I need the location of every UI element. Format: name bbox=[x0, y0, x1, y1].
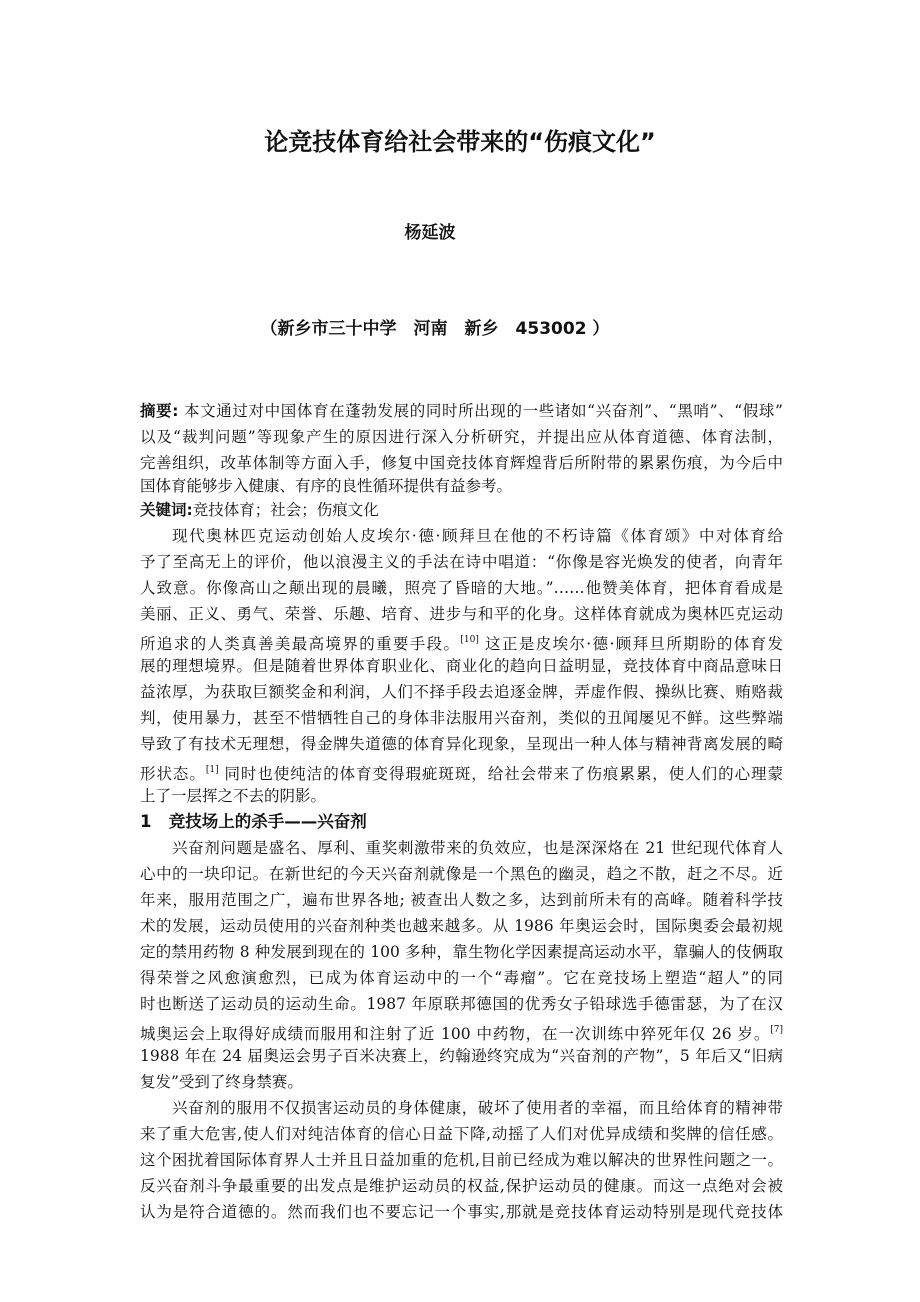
text-line: 益浓厚，为获取巨额奖金和利润，人们不择手段去追逐金牌，弄虚作假、操纵比赛、贿赂裁 bbox=[140, 683, 783, 701]
text-line: 上了一层挥之不去的阴影。 bbox=[140, 787, 327, 805]
citation: [1] bbox=[205, 765, 219, 775]
text-line: 定的禁用药物 8 种发展到现在的 100 多种，靠生物化学因素提高运动水平，靠骗人的伎俩取 bbox=[140, 943, 783, 961]
document-title: 论竞技体育给社会带来的“伤痕文化” bbox=[264, 128, 656, 156]
text-line: 这个困扰着国际体育界人士并且日益加重的危机,目前已经成为难以解决的世界性问题之一。 bbox=[140, 1151, 783, 1169]
text-line: 美丽、正义、勇气、荣誉、乐趣、培育、进步与和平的化身。这样体育就成为奥林匹克运动 bbox=[140, 605, 783, 623]
document-body bbox=[140, 398, 783, 1225]
text-line: 导致了有技术无理想，得金牌失道德的体育异化现象，呈现出一种人体与精神背离发展的畸 bbox=[140, 735, 783, 753]
abstract-label: 摘要: bbox=[140, 402, 179, 420]
text-line: 1988 年在 24 届奥运会男子百米决赛上，约翰逊终究成为“兴奋剂的产物”，5 年后又“旧病 bbox=[140, 1047, 783, 1065]
paragraph bbox=[140, 835, 783, 1095]
text-line: 来了重大危害,使人们对纯洁体育的信心日益下降,动摇了人们对优异成绩和奖牌的信任感。 bbox=[140, 1125, 783, 1143]
text-line: 人致意。你像高山之颠出现的晨曦，照亮了昏暗的大地。”……他赞美体育，把体育看成是 bbox=[140, 579, 783, 597]
text-line: 现代奥林匹克运动创始人皮埃尔·德·顾拜旦在他的不朽诗篇《体育颂》中对体育给 bbox=[172, 527, 783, 545]
citation: [10] bbox=[460, 635, 479, 645]
text-line: 兴奋剂的服用不仅损害运动员的身体健康，破坏了使用者的幸福，而且给体育的精神带 bbox=[172, 1099, 783, 1117]
text-line: 反兴奋剂斗争最重要的出发点是维护运动员的权益,保护运动员的健康。而这一点绝对会被 bbox=[140, 1177, 783, 1195]
keywords bbox=[140, 497, 783, 523]
section-number: 1 bbox=[140, 812, 152, 831]
text-line: 予了至高无上的评价，他以浪漫主义的手法在诗中唱道：“你像是容光焕发的使者，向青年 bbox=[140, 553, 783, 571]
text-line: 形状态。[1] 同时也使纯洁的体育变得瑕疵斑斑，给社会带来了伤痕累累，使人们的心理蒙 bbox=[140, 765, 783, 783]
text-line: 所追求的人类真善美最高境界的重要手段。[10] 这正是皮埃尔·德·顾拜旦所期盼的体育发 bbox=[140, 635, 783, 653]
text-line: 展的理想境界。但是随着世界体育职业化、商业化的趋向日益明显，竞技体育中商品意味日 bbox=[140, 657, 783, 675]
text-line: 得荣誉之风愈演愈烈，已成为体育运动中的一个“毒瘤”。它在竞技场上塑造“超人”的同 bbox=[140, 969, 783, 987]
text-line: 时也断送了运动员的运动生命。1987 年原联邦德国的优秀女子铅球选手德雷瑟，为了在汉 bbox=[140, 995, 783, 1013]
keywords-label: 关键词: bbox=[140, 501, 193, 519]
text-line: 认为是符合道德的。然而我们也不要忘记一个事实,那就是竞技体育运动特别是现代竞技体 bbox=[140, 1203, 783, 1221]
abstract-line: 国体育能够步入健康、有序的良性循环提供有益参考。 bbox=[140, 477, 513, 495]
keywords-text: 竞技体育；社会；伤痕文化 bbox=[192, 501, 379, 519]
text-line: 年来，服用范围之广，遍布世界各地; 被查出人数之多，达到前所未有的高峰。随着科学技 bbox=[140, 891, 783, 909]
text-line: 术的发展，运动员使用的兴奋剂种类也越来越多。从 1986 年奥运会时，国际奥委会最初规 bbox=[140, 917, 783, 935]
text-line: 判，使用暴力，甚至不惜牺牲自己的身体非法服用兴奋剂，类似的丑闻屡见不鲜。这些弊端 bbox=[140, 709, 783, 727]
text-line: 复发”受到了终身禁赛。 bbox=[140, 1073, 303, 1091]
paragraph bbox=[140, 523, 783, 809]
abstract bbox=[140, 398, 783, 497]
text-line: 兴奋剂问题是盛名、厚利、重奖刺激带来的负效应，也是深深烙在 21 世纪现代体育人 bbox=[172, 839, 783, 857]
abstract-line: 以及“裁判问题”等现象产生的原因进行深入分析研究，并提出应从体育道德、体育法制， bbox=[140, 428, 783, 446]
section-title: 竞技场上的杀手——兴奋剂 bbox=[168, 812, 367, 831]
abstract-line: 摘要: 本文通过对中国体育在蓬勃发展的同时所出现的一些诸如“兴奋剂”、“黑哨”、“假球” bbox=[140, 402, 783, 420]
citation: [7] bbox=[770, 1025, 783, 1035]
author-name: 杨延波 bbox=[404, 223, 456, 243]
abstract-line: 完善组织，改革体制等方面入手，修复中国竞技体育辉煌背后所附带的累累伤痕，为今后中 bbox=[140, 454, 783, 472]
section-heading bbox=[140, 809, 783, 835]
text-line: 城奥运会上取得好成绩而服用和注射了近 100 中药物，在一次训练中猝死年仅 26 岁。[7] bbox=[140, 1025, 783, 1043]
author-affiliation: （新乡市三十中学 河南 新乡 453002 ） bbox=[260, 319, 610, 339]
text-line: 心中的一块印记。在新世纪的今天兴奋剂就像是一个黑色的幽灵，趋之不散，赶之不尽。近 bbox=[140, 865, 783, 883]
paragraph bbox=[140, 1095, 783, 1225]
